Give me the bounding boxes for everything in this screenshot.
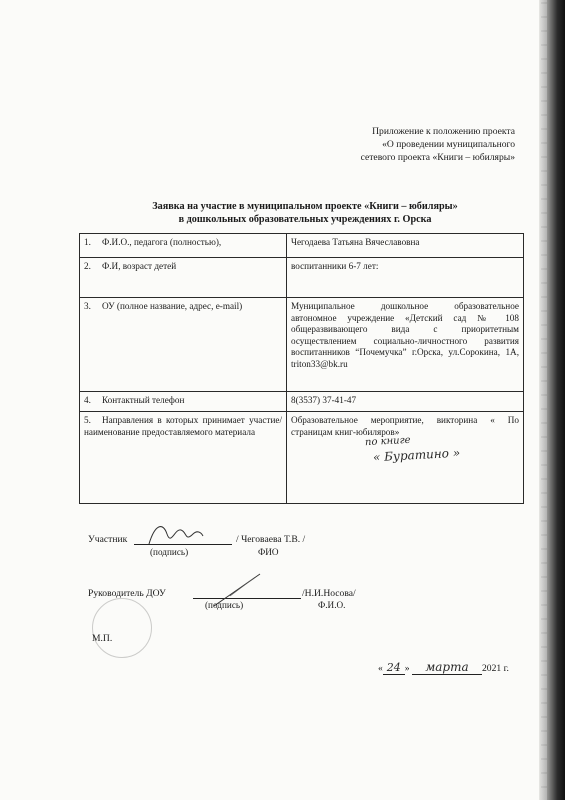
date-year: 2021 г.	[482, 663, 509, 674]
row-number: 2.	[84, 261, 91, 271]
date-month: марта	[412, 660, 482, 675]
table-row	[80, 258, 524, 298]
row-label: Контактный телефон	[102, 395, 185, 405]
table-row	[80, 392, 524, 412]
document-title	[120, 200, 490, 226]
date-block	[378, 660, 509, 675]
row-value-cell	[287, 392, 524, 412]
row-label: ОУ (полное название, адрес, e-mail)	[102, 301, 243, 311]
director-name: /Н.И.Носова/	[302, 588, 356, 599]
appendix-line-1: Приложение к положению проекта	[372, 126, 515, 137]
row-label: Ф.И, возраст детей	[102, 261, 177, 271]
participant-name: / Чеговаева Т.В. /	[236, 534, 306, 545]
row-value: 8(3537) 37-41-47	[291, 395, 357, 405]
row-value-cell	[287, 258, 524, 298]
row-number: 3.	[84, 301, 91, 311]
date-close-quote: »	[404, 663, 410, 674]
row-label-cell	[80, 392, 287, 412]
handwritten-note-1: по книге	[364, 434, 411, 449]
row-value-cell	[287, 412, 524, 504]
row-label: Ф.И.О., педагога (полностью),	[102, 237, 222, 247]
row-number: 1.	[84, 237, 91, 247]
participant-signature	[145, 520, 205, 550]
director-sign-caption: (подпись)	[205, 600, 244, 610]
appendix-line-3: сетевого проекта «Книги – юбиляры»	[360, 151, 515, 163]
row-label-cell	[80, 258, 287, 298]
row-value: Чегодаева Татьяна Вячеславовна	[291, 237, 420, 247]
director-label: Руководитель ДОУ	[88, 588, 166, 599]
date-day: 24	[383, 661, 405, 675]
title-line-2: в дошкольных образовательных учреждениях г. Орска	[178, 214, 432, 225]
participant-name-caption: ФИО	[258, 547, 279, 557]
scan-dark-edge	[539, 0, 565, 800]
table-row	[80, 298, 524, 392]
row-label-cell	[80, 298, 287, 392]
stamp-seal	[92, 598, 152, 658]
table-row	[80, 412, 524, 504]
participant-sign-caption: (подпись)	[150, 547, 189, 557]
row-number: 5.	[84, 415, 91, 425]
row-number: 4.	[84, 395, 91, 405]
appendix-line-2: «О проведении муниципального	[382, 138, 515, 150]
row-value: Муниципальное дошкольное образовательное автономное учреждение «Детский сад № 108 общеразвивающего вида с приоритетным осуществлением социально-личностного развития воспитанников “Почемучка” г.Орска, ул.Сорокина, 1А, triton33@bk.ru	[291, 301, 519, 369]
row-value-cell	[287, 298, 524, 392]
row-label-cell	[80, 412, 287, 504]
appendix-header	[300, 126, 515, 164]
participant-label: Участник	[88, 534, 128, 545]
stamp-label: М.П.	[92, 633, 113, 644]
table-row	[80, 234, 524, 258]
director-name-caption: Ф.И.О.	[318, 600, 346, 610]
row-value: Образовательное мероприятие, викторина « По страницам книг-юбиляров»	[291, 415, 519, 437]
row-label: Направления в которых принимает участие/наименование предоставляемого материала	[84, 415, 282, 437]
row-label-cell	[80, 234, 287, 258]
row-value-cell	[287, 234, 524, 258]
row-value: воспитанники 6-7 лет:	[291, 261, 379, 271]
date-open-quote: «	[378, 663, 383, 674]
title-line-1: Заявка на участие в муниципальном проекте «Книги – юбиляры»	[152, 201, 458, 212]
handwritten-note-2: « Буратино »	[372, 445, 461, 465]
application-table	[79, 233, 524, 504]
